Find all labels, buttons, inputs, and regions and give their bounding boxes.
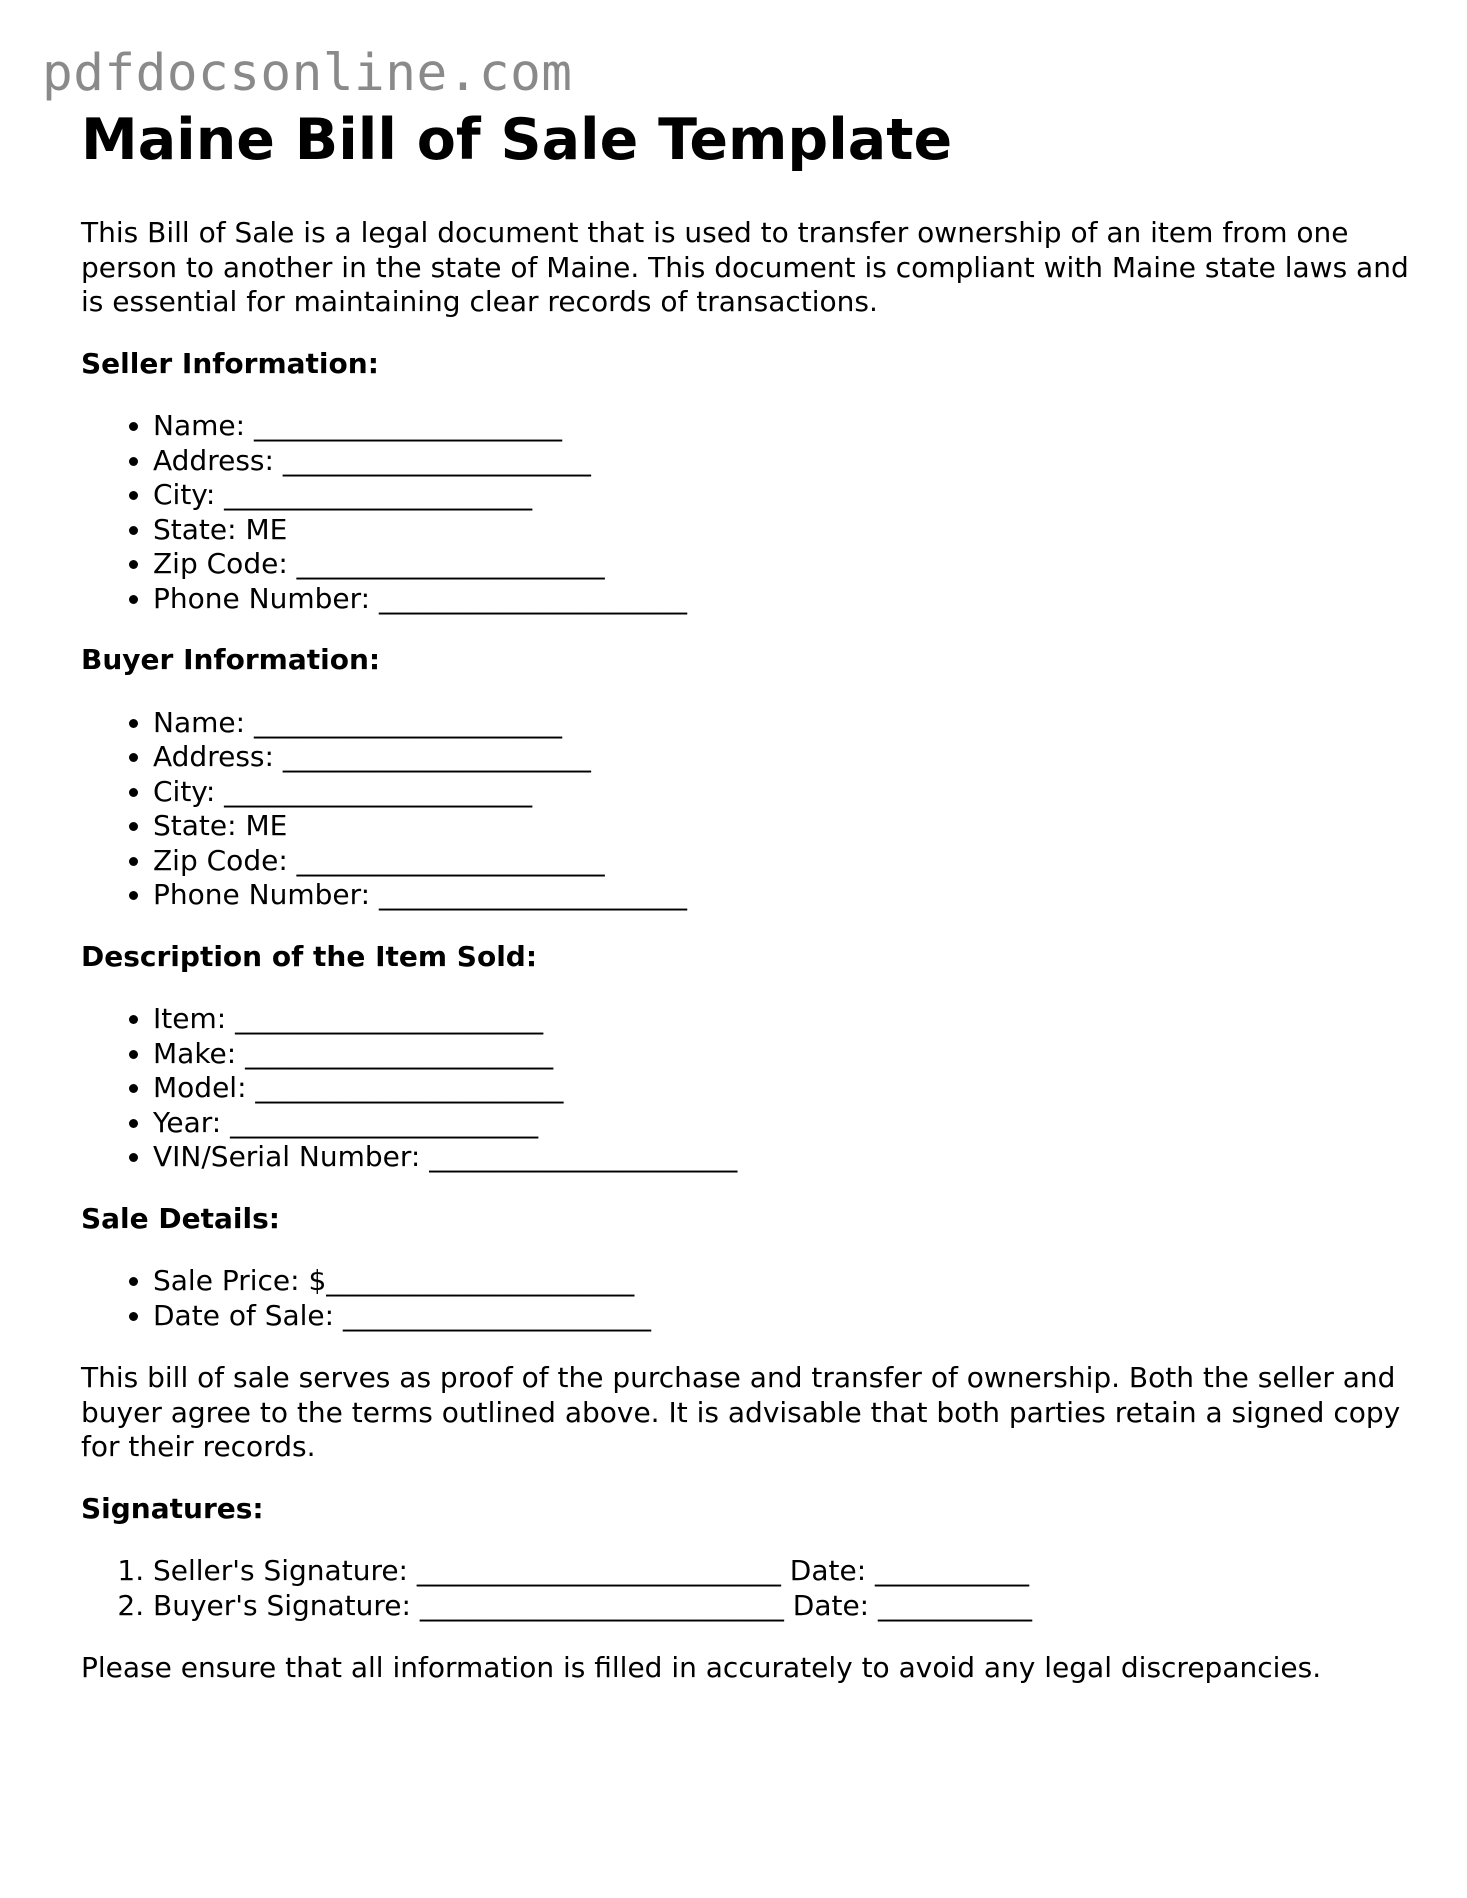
seller-city-field: • City: ______________________: [153, 478, 1411, 513]
signatures-list: [81, 1554, 1411, 1623]
year-field: • Year: ______________________: [153, 1106, 1411, 1141]
sale-list: [81, 1264, 1411, 1333]
seller-list: [81, 409, 1411, 616]
proof-paragraph: This bill of sale serves as proof of the purchase and transfer of ownership. Both the seller and buyer agree to the terms outlined above. It is advisable that both parties retain a signed copy for their records.: [81, 1361, 1401, 1463]
item-heading: Description of the Item Sold:: [81, 939, 538, 973]
intro-paragraph: This Bill of Sale is a legal document that is used to transfer ownership of an item from one person to another in the state of Maine. This document is compliant with Maine state laws and is essential for maintaining clear records of transactions.: [81, 216, 1409, 318]
model-field: • Model: ______________________: [153, 1071, 1411, 1106]
buyer-list: [81, 706, 1411, 913]
item-list: [81, 1002, 1411, 1175]
date-of-sale-field: • Date of Sale: ______________________: [153, 1299, 1411, 1334]
buyer-signature-line: 2. Buyer's Signature: __________________________ Date: ___________: [153, 1589, 1411, 1624]
watermark: pdfdocsonline.com: [42, 44, 573, 103]
seller-name-field: • Name: ______________________: [153, 409, 1411, 444]
make-field: • Make: ______________________: [153, 1037, 1411, 1072]
buyer-zip-field: • Zip Code: ______________________: [153, 844, 1411, 879]
vin-serial-field: • VIN/Serial Number: ______________________: [153, 1140, 1411, 1175]
buyer-address-field: • Address: ______________________: [153, 740, 1411, 775]
seller-phone-field: • Phone Number: ______________________: [153, 582, 1411, 617]
signatures-heading: Signatures:: [81, 1491, 264, 1525]
sale-price-field: • Sale Price: $______________________: [153, 1264, 1411, 1299]
seller-zip-field: • Zip Code: ______________________: [153, 547, 1411, 582]
buyer-state-field: • State: ME: [153, 809, 1411, 844]
seller-address-field: • Address: ______________________: [153, 444, 1411, 479]
page-title: Maine Bill of Sale Template: [81, 107, 953, 173]
document-body: [81, 100, 1411, 1686]
buyer-city-field: • City: ______________________: [153, 775, 1411, 810]
item-field: • Item: ______________________: [153, 1002, 1411, 1037]
buyer-heading: Buyer Information:: [81, 643, 381, 676]
buyer-phone-field: • Phone Number: ______________________: [153, 878, 1411, 913]
buyer-name-field: • Name: ______________________: [153, 706, 1411, 741]
seller-signature-line: 1. Seller's Signature: __________________________ Date: ___________: [153, 1554, 1411, 1589]
seller-heading: Seller Information:: [81, 346, 379, 380]
closing-paragraph: Please ensure that all information is filled in accurately to avoid any legal discrepancies.: [81, 1651, 1322, 1684]
seller-state-field: • State: ME: [153, 513, 1411, 548]
sale-heading: Sale Details:: [81, 1201, 280, 1235]
